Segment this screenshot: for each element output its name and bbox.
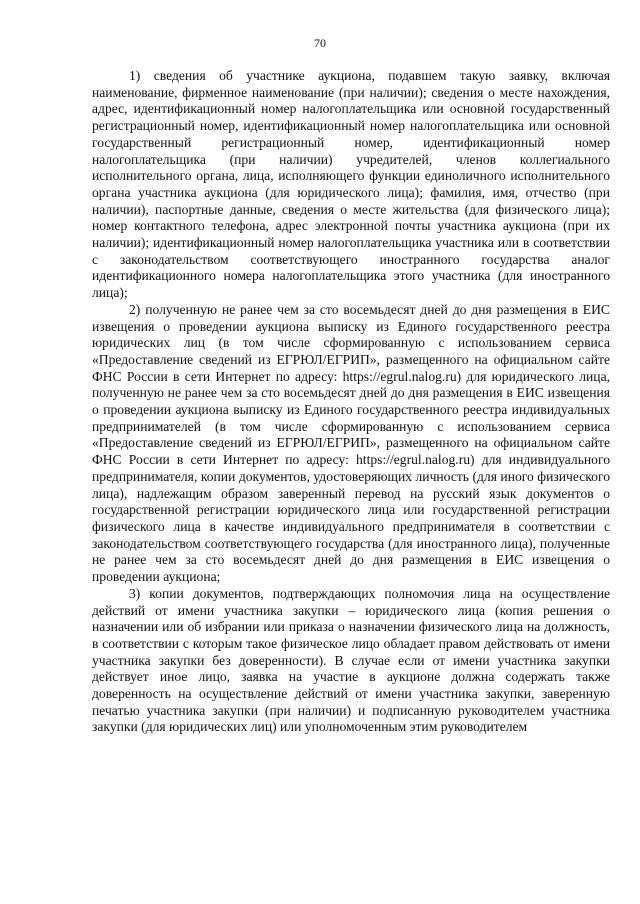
page-number: 70: [314, 36, 326, 50]
paragraph-item-1: 1) сведения об участнике аукциона, подавшем такую заявку, включая наименование, фирменное наименование (при наличии); сведения о месте нахождения, адрес, идентификационный номер налогоплательщика или основной государственный регистрационный номер, идентификационный номер налогоплательщика или основной государственный регистрационный номер, идентификационный номер налогоплательщика (при наличии) учредителей, членов коллегиального исполнительного органа, лица, исполняющего функции единоличного исполнительного органа участника аукциона (для юридического лица); фамилия, имя, отчество (при наличии), паспортные данные, сведения о месте жительства (для физического лица); номер контактного телефона, адрес электронной почты участника аукциона (при их наличии); идентификационный номер налогоплательщика участника или в соответствии с законодательством соответствующего иностранного государства аналог идентификационного номера налогоплательщика этого участника (для иностранного лица);: [92, 68, 610, 301]
paragraph-item-3: 3) копии документов, подтверждающих полномочия лица на осуществление действий от имени участника закупки – юридического лица (копия решения о назначении или об избрании или приказа о назначении физического лица на должность, в соответствии с которым такое физическое лицо обладает правом действовать от имени участника закупки без доверенности). В случае если от имени участника закупки действует иное лицо, заявка на участие в аукционе должна содержать также доверенность на осуществление действий от имени участника закупки, заверенную печатью участника закупки (при наличии) и подписанную руководителем участника закупки (для юридических лиц) или уполномоченным этим руководителем: [92, 585, 610, 735]
paragraph-item-2: 2) полученную не ранее чем за сто восемьдесят дней до дня размещения в ЕИС извещения о проведении аукциона выписку из Единого государственного реестра юридических лиц (в том числе сформированную с использованием сервиса «Предоставление сведений из ЕГРЮЛ/ЕГРИП», размещенного на официальном сайте ФНС России в сети Интернет по адресу: https://egrul.nalog.ru) для юридического лица, полученную не ранее чем за сто восемьдесят дней до дня размещения в ЕИС извещения о проведении аукциона выписку из Единого государственного реестра индивидуальных предпринимателей (в том числе сформированную с использованием сервиса «Предоставление сведений из ЕГРЮЛ/ЕГРИП», размещенного на официальном сайте ФНС России в сети Интернет по адресу: https://egrul.nalog.ru) для индивидуального предпринимателя, копии документов, удостоверяющих личность (для иного физического лица), надлежащим образом заверенный перевод на русский язык документов о государственной регистрации юридического лица или государственной регистрации физического лица в качестве индивидуального предпринимателя в соответствии с законодательством соответствующего государства (для иностранного лица), полученные не ранее чем за сто восемьдесят дней до дня размещения в ЕИС извещения о проведении аукциона;: [92, 301, 610, 585]
document-body: [92, 68, 610, 736]
